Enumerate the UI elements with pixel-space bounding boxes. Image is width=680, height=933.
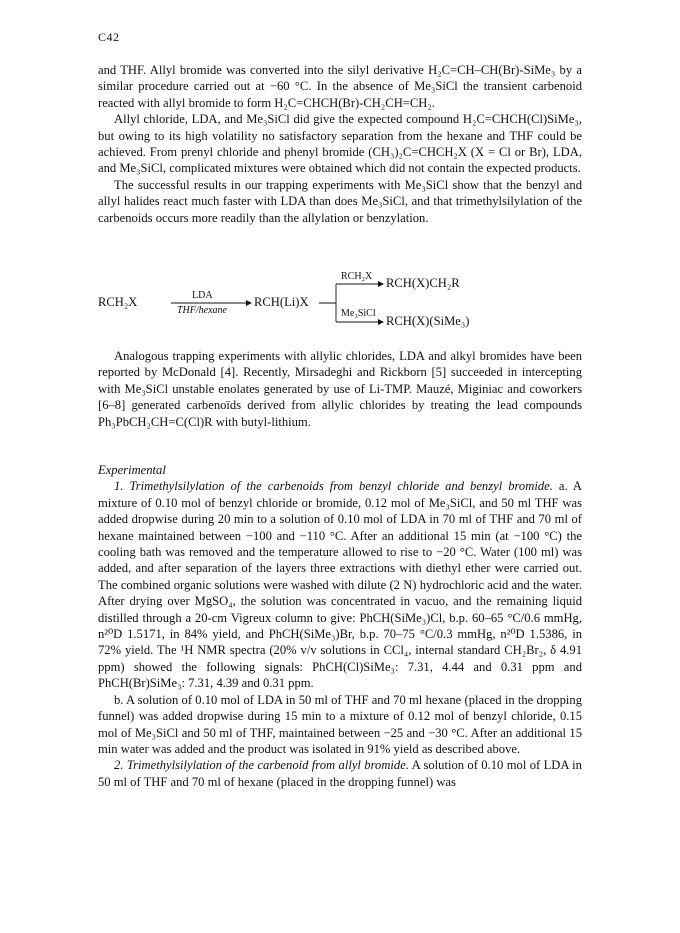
paragraph: Analogous trapping experiments with allylic chlorides, LDA and alkyl bromides have been reported by McDonald [4]. Recently, Mirsadeghi and Rickborn [5] succeeded in intercepting with Me₃SiCl unstable enolates generated by use of Li-TMP. Mauzé, Miginiac and coworkers [6–8] generated carbenoïds derived from allylic chlorides by treating the lead compounds Ph₃PbCH₂CH=C(Cl)R with butyl-lithium. [98, 349, 582, 429]
paragraph: and THF. Allyl bromide was converted into the silyl derivative H₂C=CH–CH(Br)-SiMe₃ by a similar procedure carried out at −60 °C. In the absence of Me₃SiCl the transient carbenoid reacted with allyl bromide to form H₂C=CHCH(Br)-CH₂CH=CH₂. [98, 63, 582, 110]
paragraph [98, 757, 582, 790]
scheme-bottom-product: RCH(X)(SiMe₃) [386, 314, 470, 328]
paragraph: The successful results in our trapping experiments with Me₃SiCl show that the benzyl and allyl halides react much faster with LDA than does Me₃SiCl, and that trimethylsilylation of the carbenoids occurs more readily than the allylation or benzylation. [98, 177, 582, 225]
paragraph-body: A solution of 0.10 mol of LDA in 50 ml of THF and 70 ml of hexane (placed in the dropping funnel) was [98, 758, 582, 789]
intro-text [98, 62, 582, 226]
scheme-bottom-reagent: Me₃SiCl [341, 308, 376, 319]
scheme-intermediate: RCH(Li)X [254, 295, 309, 309]
scheme-top-reagent: RCH₂X [341, 271, 373, 282]
arrow-head-top [378, 281, 384, 287]
arrow-head-main [246, 300, 252, 306]
arrow-head-bottom [378, 319, 384, 325]
paragraph-body: a. A mixture of 0.10 mol of benzyl chloride or bromide, 0.12 mol of Me₃SiCl, and 50 ml THF was added dropwise during 20 min to a solution of 0.10 mol of LDA in 70 ml of THF and 70 ml of hexane maintained between −100 and −110 °C. After an additional 15 min (at −100 °C) the cooling bath was removed and the temperature allowed to rise to −20 °C. Water (100 ml) was added, and after separation of the layers three extractions with diethyl ether were carried out. The combined organic solutions were washed with dilute (2 N) hydrochloric acid and the water. After drying over MgSO₄, the solution was concentrated in vacuo, and the remaining liquid distilled through a 20-cm Vigreux column to give: PhCH(SiMe₃)Cl, b.p. 60–65 °C/0.6 mmHg, n²⁰D 1.5171, in 84% yield, and PhCH(SiMe₃)Br, b.p. 70–75 °C/0.3 mmHg, n²⁰D 1.5386, in 72% yield. The ¹H NMR spectra (20% v/v solutions in CCl₄, internal standard CH₂Br₂, δ 4.91 ppm) showed the following signals: PhCH(Cl)SiMe₃: 7.31, 4.44 and 0.31 ppm and PhCH(Br)SiMe₃: 7.31, 4.39 and 0.31 ppm. [98, 479, 582, 691]
paragraph [98, 478, 582, 691]
analogous-text [98, 348, 582, 430]
subsection-title: 2. Trimethylsilylation of the carbenoid from allyl bromide. [114, 758, 409, 773]
paragraph: Allyl chloride, LDA, and Me₃SiCl did give the expected compound H₂C=CHCH(Cl)SiMe₃, but owing to its high volatility no satisfactory separation from the hexane and THF could be achieved. From prenyl chloride and phenyl bromide (CH₃)₂C=CHCH₂X (X = Cl or Br), LDA, and Me₃SiCl, complicated mixtures were obtained which did not contain the expected products. [98, 112, 582, 176]
scheme-arrow1-bottom-label: THF/hexane [177, 305, 227, 316]
scheme-top-product: RCH(X)CH₂R [386, 276, 460, 290]
paragraph: b. A solution of 0.10 mol of LDA in 50 ml of THF and 70 ml hexane (placed in the dropping funnel) was added dropwise during 15 min to a mixture of 0.12 mol of benzyl chloride, 0.15 mol of Me₃SiCl and 50 ml of THF, maintained between −25 and −30 °C. After an additional 15 min water was added and the product was isolated in 91% yield as described above. [98, 692, 582, 756]
scheme-reactant: RCH₂X [98, 295, 138, 309]
subsection-title: 1. Trimethylsilylation of the carbenoids from benzyl chloride and benzyl bromide. [114, 479, 553, 494]
reaction-scheme [98, 270, 582, 336]
page-number: C42 [98, 30, 120, 44]
scheme-arrow1-top-label: LDA [192, 290, 213, 301]
experimental-section [98, 462, 582, 790]
scheme-arrows [98, 270, 582, 336]
section-heading: Experimental [98, 463, 166, 477]
